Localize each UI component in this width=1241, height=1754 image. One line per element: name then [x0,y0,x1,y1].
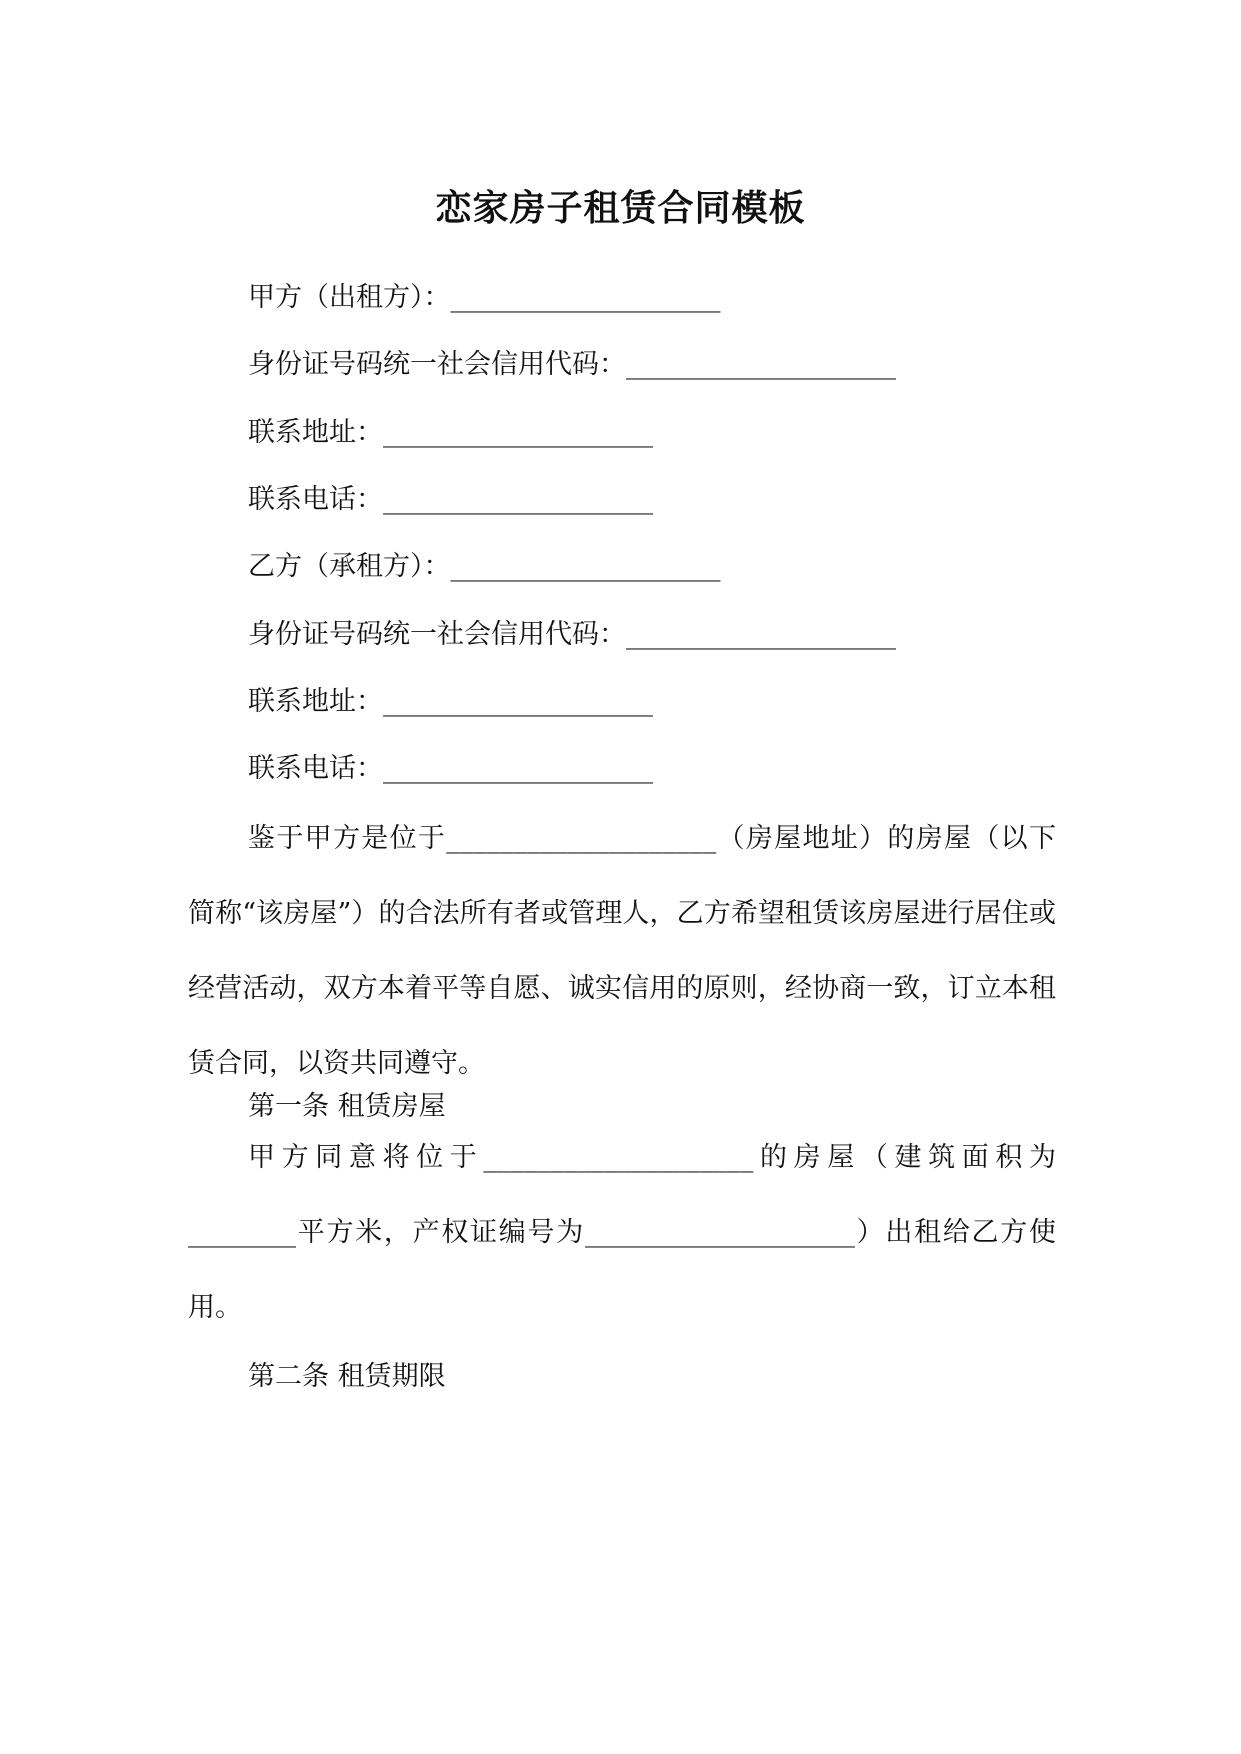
document-title: 恋家房子租赁合同模板 [435,187,806,229]
article-2-heading: 第二条 租赁期限 [248,1361,446,1392]
party-a-name-line: 甲方（出租方）：____________________ [248,282,721,313]
party-a-phone-line: 联系电话：____________________ [248,484,653,515]
party-b-phone-line: 联系电话：____________________ [248,753,653,784]
article-1-heading: 第一条 租赁房屋 [248,1091,446,1122]
preamble-paragraph: 鉴于甲方是位于____________________（房屋地址）的房屋（以下简称“该房屋”）的合法所有者或管理人，乙方希望租赁该房屋进行居住或经营活动，双方本着平等自愿、诚实信用的原则，经协商一致，订立本租赁合同，以资共同遵守。 [188,823,1056,1079]
party-a-address-line: 联系地址：____________________ [248,417,653,448]
party-b-id-line: 身份证号码统一社会信用代码：____________________ [248,619,896,650]
party-a-id-line: 身份证号码统一社会信用代码：____________________ [248,349,896,380]
party-b-address-line: 联系地址：____________________ [248,686,653,717]
party-b-name-line: 乙方（承租方）：____________________ [248,551,721,582]
article-1-paragraph: 甲方同意将位于____________________的房屋（建筑面积为________平方米，产权证编号为____________________）出租给乙方使用。 [188,1142,1056,1323]
